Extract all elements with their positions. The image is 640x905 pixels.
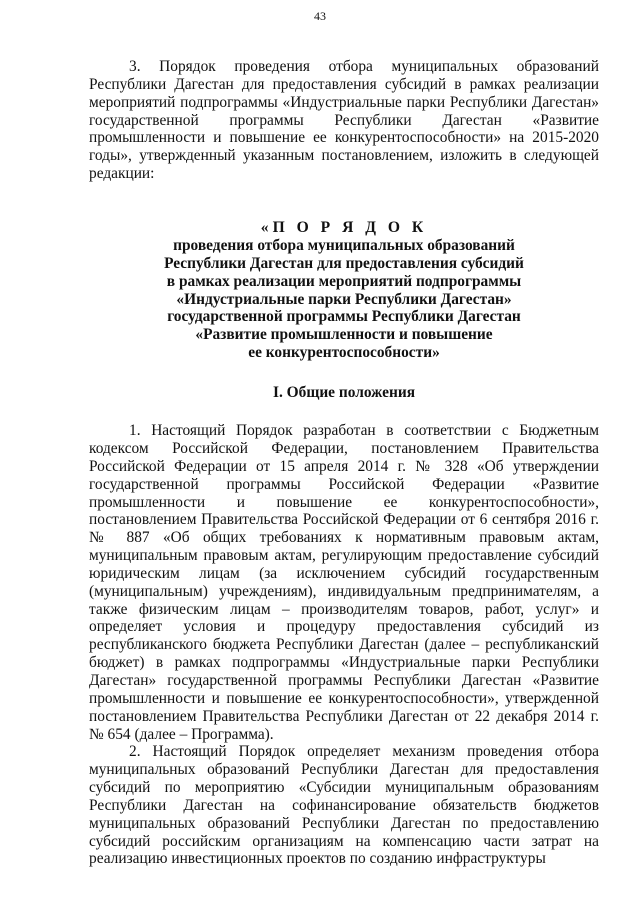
order-title-line: государственной программы Республики Дагестан: [167, 308, 521, 326]
order-title-line: в рамках реализации мероприятий подпрограммы: [166, 272, 522, 290]
intro-paragraph: 3. Порядок проведения отбора муниципальных образований Республики Дагестан для предоставления субсидий в рамках реализации мероприятий подпрограммы «Индустриальные парки Республики Дагестан» государственной программы Республики Дагестан «Развитие промышленности и повышение ее конкурентоспособности» на 2015-2020 годы», утвержденный указанным постановлением, изложить в следующей редакции:: [89, 58, 599, 183]
document-body: [89, 58, 599, 868]
order-title-line: ее конкурентоспособности»: [248, 344, 440, 362]
order-title-line: «Индустриальные парки Республики Дагестан»: [176, 290, 512, 308]
order-title-line: Республики Дагестан для предоставления субсидий: [164, 254, 524, 272]
paragraph-1: 1. Настоящий Порядок разработан в соответствии с Бюджетным кодексом Российской Федерации, постановлением Правительства Российской Федерации от 15 апреля 2014 г. № 328 «Об утверждении государственной программы Российской Федерации «Развитие промышленности и повышение ее конкурентоспособности», постановлением Правительства Российской Федерации от 6 сентября 2016 г. № 887 «Об общих требованиях к нормативным правовым актам, муниципальным правовым актам, регулирующим предоставление субсидий юридическим лицам (за исключением субсидий государственным (муниципальным) учреждениям), индивидуальным предпринимателям, а также физическим лицам – производителям товаров, работ, услуг» и определяет условия и процедуру предоставления субсидий из республиканского бюджета Республики Дагестан (далее – республиканский бюджет) в рамках подпрограммы «Индустриальные парки Республики Дагестан» государственной программы Республики Дагестан «Развитие промышленности и повышение ее конкурентоспособности», утвержденной постановлением Правительства Республики Дагестан от 22 декабря 2014 г. № 654 (далее – Программа).: [89, 422, 599, 743]
order-title-line: проведения отбора муниципальных образований: [173, 236, 515, 254]
order-title-heading: «П О Р Я Д О К: [260, 218, 428, 236]
page-number: 43: [314, 9, 326, 23]
order-title-line: «Развитие промышленности и повышение: [195, 326, 493, 344]
order-title: [89, 219, 599, 362]
paragraph-2: 2. Настоящий Порядок определяет механизм проведения отбора муниципальных образований Республики Дагестан для предоставления субсидий по мероприятию «Субсидии муниципальным образованиям Республики Дагестан на софинансирование обязательств бюджетов муниципальных образований Республики Дагестан по предоставлению субсидий российским организациям на компенсацию части затрат на реализацию инвестиционных проектов по созданию инфраструктуры: [89, 743, 599, 868]
section-heading: I. Общие положения: [272, 384, 416, 402]
